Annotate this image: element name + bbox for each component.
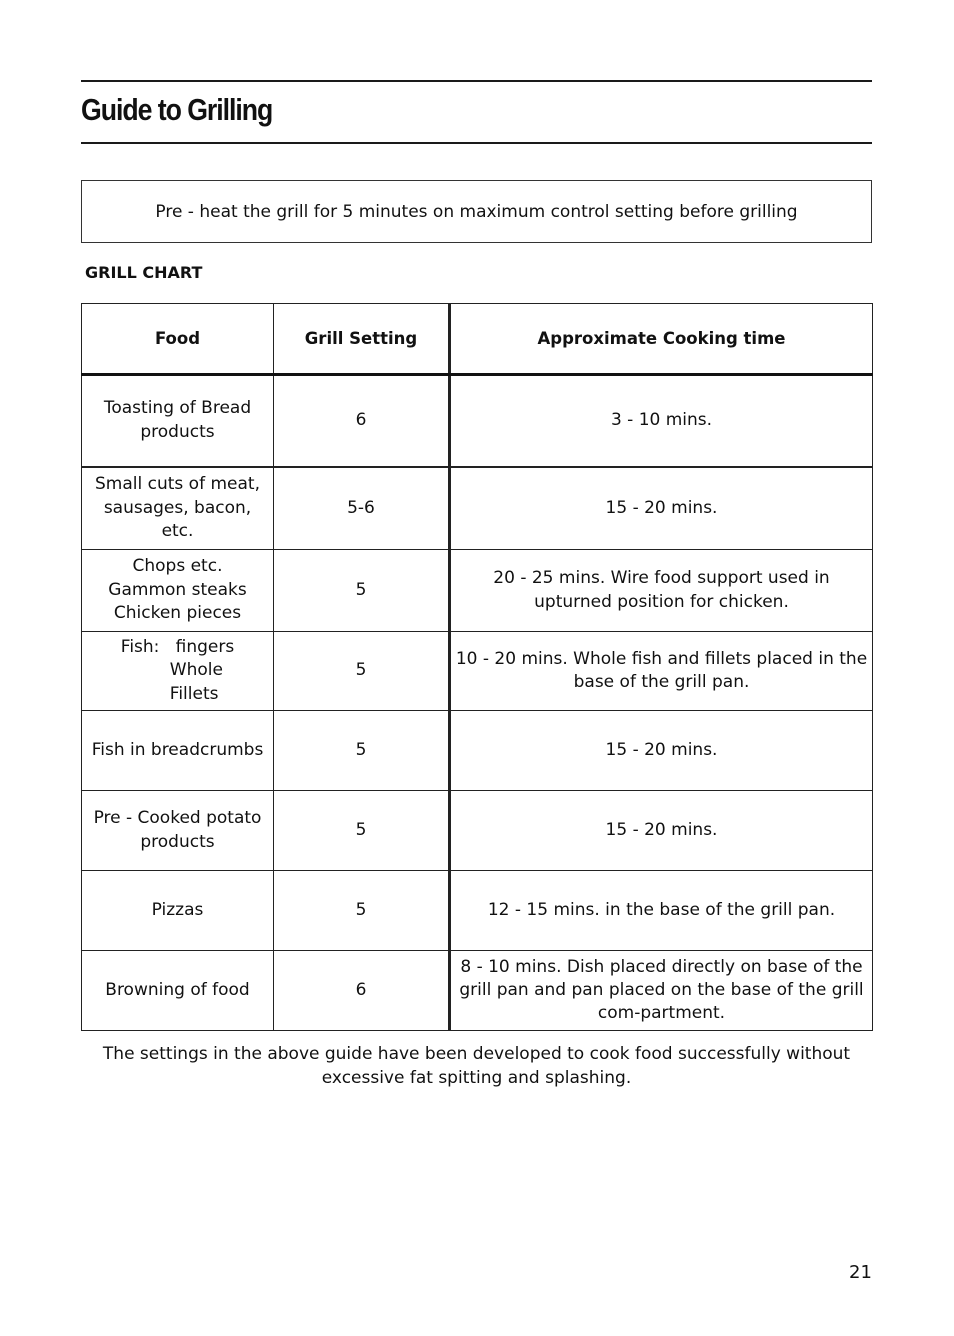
table-row xyxy=(82,711,873,791)
page-number: 21 xyxy=(849,1262,872,1283)
time-cell: 12 - 15 mins. in the base of the grill pan. xyxy=(450,871,873,951)
table-row xyxy=(82,375,873,467)
header-cooking-time: Approximate Cooking time xyxy=(450,304,873,375)
food-cell: Pizzas xyxy=(82,871,274,951)
title-underline xyxy=(81,142,872,144)
food-line: Gammon steaks xyxy=(108,579,247,600)
setting-cell: 5 xyxy=(274,550,450,632)
preheat-note-box xyxy=(81,180,872,243)
food-cell: Small cuts of meat, sausages, bacon, etc. xyxy=(82,467,274,550)
table-row xyxy=(82,871,873,951)
food-cell: Toasting of Bread products xyxy=(82,375,274,467)
table-row xyxy=(82,791,873,871)
setting-cell: 5 xyxy=(274,711,450,791)
setting-cell: 6 xyxy=(274,951,450,1031)
time-cell: 20 - 25 mins. Wire food support used in upturned position for chicken. xyxy=(450,550,873,632)
table-row xyxy=(82,632,873,711)
table-row xyxy=(82,951,873,1031)
food-cell xyxy=(82,550,274,632)
food-cell: Fish in breadcrumbs xyxy=(82,711,274,791)
preheat-note-text: Pre - heat the grill for 5 minutes on maximum control setting before grilling xyxy=(155,201,798,222)
setting-cell: 5 xyxy=(274,871,450,951)
table-row xyxy=(82,550,873,632)
setting-cell: 5-6 xyxy=(274,467,450,550)
food-cell: Pre - Cooked potato products xyxy=(82,791,274,871)
header-food: Food xyxy=(82,304,274,375)
footer-note: The settings in the above guide have been developed to cook food successfully without excessive fat spitting and splashing. xyxy=(102,1044,851,1088)
section-heading: GRILL CHART xyxy=(85,263,203,282)
time-cell: 15 - 20 mins. xyxy=(450,467,873,550)
setting-cell: 6 xyxy=(274,375,450,467)
food-line: Fillets xyxy=(169,683,219,704)
table-header-row xyxy=(82,304,873,375)
time-cell: 15 - 20 mins. xyxy=(450,791,873,871)
top-rule xyxy=(81,80,872,82)
header-grill-setting: Grill Setting xyxy=(274,304,450,375)
time-cell: 3 - 10 mins. xyxy=(450,375,873,467)
page-title: Guide to Grilling xyxy=(81,92,273,127)
food-line: Chops etc. xyxy=(132,556,223,577)
food-line: Chicken pieces xyxy=(113,603,242,624)
setting-cell: 5 xyxy=(274,791,450,871)
time-cell: 8 - 10 mins. Dish placed directly on base of the grill pan and pan placed on the base of the grill com-partment. xyxy=(450,951,873,1031)
time-cell: 15 - 20 mins. xyxy=(450,711,873,791)
food-cell xyxy=(82,632,274,711)
food-cell: Browning of food xyxy=(82,951,274,1031)
setting-cell: 5 xyxy=(274,632,450,711)
table-row xyxy=(82,467,873,550)
time-cell: 10 - 20 mins. Whole fish and fillets placed in the base of the grill pan. xyxy=(450,632,873,711)
food-line: Whole xyxy=(169,660,223,681)
food-line: Fish: fingers xyxy=(120,636,235,657)
grill-chart-table xyxy=(81,303,873,1031)
